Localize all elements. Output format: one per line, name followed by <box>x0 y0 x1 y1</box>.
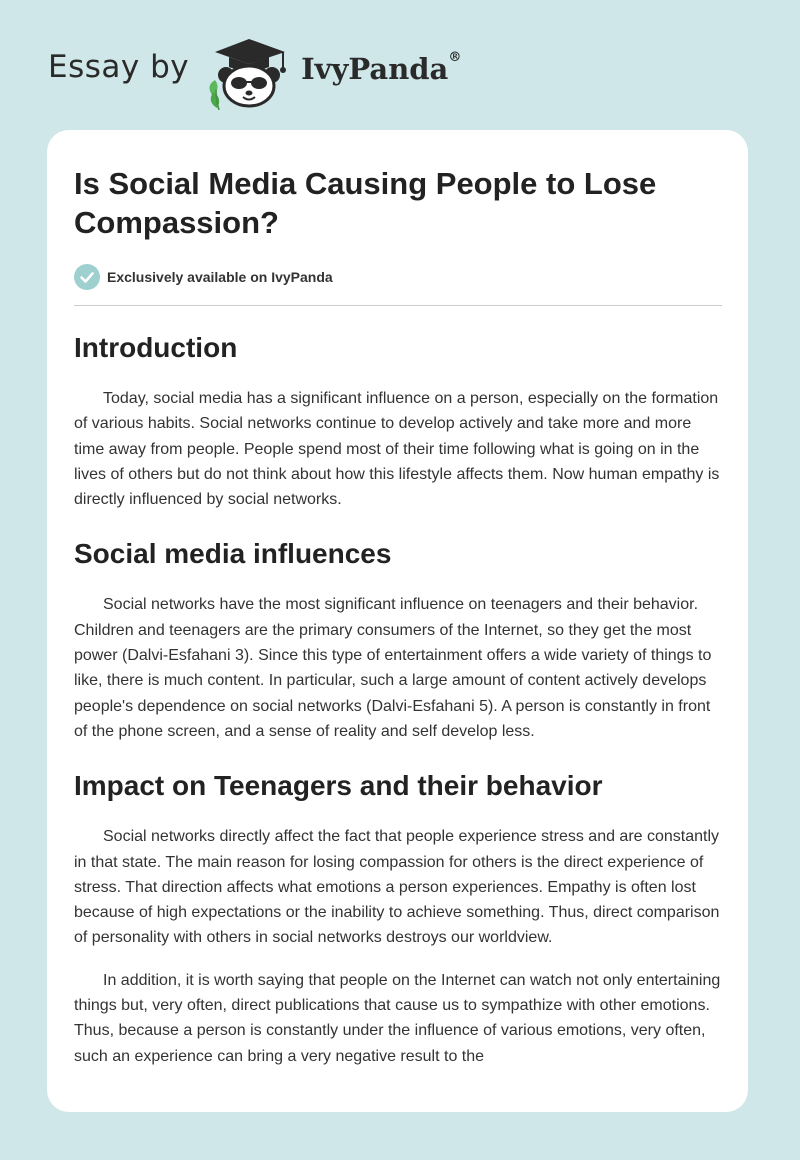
registered-mark: ® <box>448 50 462 65</box>
ivypanda-logo-icon <box>205 30 295 110</box>
paragraph: Social networks directly affect the fact that people experience stress and are constantly in that state. The main reason for losing compassion for others is the direct experience of stress. That direction affects what emotions a person experiences. Empathy is often lost because of high expectations or the inability to achieve something. Thus, direct comparison of personality with others in social networks destroys our worldview. <box>74 828 720 947</box>
brand-prefix: Essay by <box>48 49 190 85</box>
section-heading: Introduction <box>74 332 238 363</box>
section-social-media-influences <box>74 536 722 744</box>
section-impact-on-teenagers <box>74 768 722 1069</box>
section-heading: Impact on Teenagers and their behavior <box>74 770 603 802</box>
exclusive-badge <box>74 264 722 290</box>
title-divider <box>74 305 722 306</box>
paragraph: In addition, it is worth saying that people on the Internet can watch not only entertaining things but, very often, direct publications that cause us to sympathize with other emotions. Thus, because a person is constantly under the influence of various emotions, very often, such an experience can bring a very negative result to the <box>74 971 721 1065</box>
site-brand[interactable] <box>48 30 461 110</box>
section-heading: Social media influences <box>74 538 392 570</box>
section-introduction <box>74 330 722 512</box>
paragraph: Social networks have the most significant influence on teenagers and their behavior. Children and teenagers are the primary consumers of the Internet, so they get the most power (Dalvi-Esfahani 3). Since this type of entertainment offers a wide variety of things to like, there is much content. In particular, such a large amount of content actively develops people's dependence on social networks (Dalvi-Esfahani 5). A person is constantly in front of the phone screen, and a sense of reality and self develop less. <box>74 596 712 740</box>
brand-name: IvyPanda® <box>301 50 462 86</box>
check-circle-icon <box>74 264 100 290</box>
essay-card <box>47 130 748 1112</box>
paragraph: Today, social media has a significant influence on a person, especially on the formation of various habits. Social networks continue to develop actively and take more and more time away from people. People spend most of their time following what is going on in the lives of others but do not think about how this lifestyle affects them. Now human empathy is directly influenced by social networks. <box>74 390 720 509</box>
essay-title: Is Social Media Causing People to Lose Compassion? <box>74 166 657 240</box>
exclusive-badge-label: Exclusively available on IvyPanda <box>107 269 333 285</box>
